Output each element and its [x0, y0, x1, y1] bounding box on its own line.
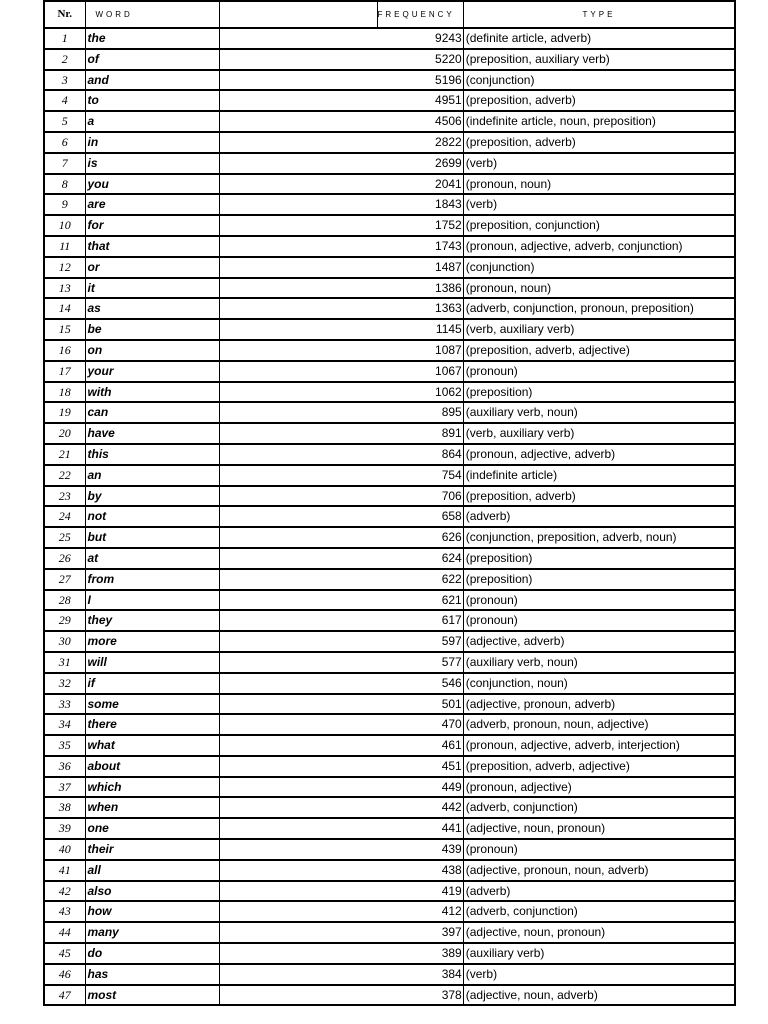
table-row [44, 590, 735, 611]
word-cell: there [85, 714, 219, 735]
word-cell: with [85, 382, 219, 403]
word-cell: some [85, 694, 219, 715]
type-cell: (conjunction) [463, 257, 735, 278]
frequency-cell: 864 [377, 444, 463, 465]
table-row [44, 881, 735, 902]
row-number: 40 [44, 839, 85, 860]
frequency-cell: 658 [377, 506, 463, 527]
row-number: 15 [44, 319, 85, 340]
type-cell: (pronoun, adjective, adverb, conjunction) [463, 236, 735, 257]
row-number: 3 [44, 70, 85, 91]
word-cell: from [85, 569, 219, 590]
blank-cell [219, 194, 377, 215]
row-number: 42 [44, 881, 85, 902]
blank-cell [219, 236, 377, 257]
frequency-cell: 546 [377, 673, 463, 694]
word-cell: your [85, 361, 219, 382]
type-cell: (adjective, pronoun, adverb) [463, 694, 735, 715]
frequency-cell: 439 [377, 839, 463, 860]
type-cell: (preposition, conjunction) [463, 215, 735, 236]
row-number: 27 [44, 569, 85, 590]
type-cell: (verb) [463, 194, 735, 215]
type-cell: (auxiliary verb) [463, 943, 735, 964]
frequency-cell: 4951 [377, 90, 463, 111]
frequency-cell: 754 [377, 465, 463, 486]
word-cell: on [85, 340, 219, 361]
word-cell: and [85, 70, 219, 91]
row-number: 26 [44, 548, 85, 569]
type-cell: (pronoun, adjective, adverb) [463, 444, 735, 465]
blank-cell [219, 756, 377, 777]
frequency-cell: 397 [377, 922, 463, 943]
table-row [44, 797, 735, 818]
frequency-cell: 1752 [377, 215, 463, 236]
frequency-cell: 438 [377, 860, 463, 881]
frequency-cell: 617 [377, 610, 463, 631]
type-cell: (pronoun, adjective, adverb, interjection) [463, 735, 735, 756]
table-row [44, 361, 735, 382]
type-cell: (indefinite article) [463, 465, 735, 486]
row-number: 37 [44, 777, 85, 798]
blank-cell [219, 797, 377, 818]
blank-cell [219, 943, 377, 964]
row-number: 30 [44, 631, 85, 652]
blank-cell [219, 673, 377, 694]
blank-cell [219, 735, 377, 756]
blank-cell [219, 153, 377, 174]
row-number: 34 [44, 714, 85, 735]
type-cell: (adjective, noun, pronoun) [463, 922, 735, 943]
word-cell: the [85, 28, 219, 49]
type-cell: (adverb, pronoun, noun, adjective) [463, 714, 735, 735]
type-cell: (verb, auxiliary verb) [463, 319, 735, 340]
row-number: 18 [44, 382, 85, 403]
frequency-cell: 5220 [377, 49, 463, 70]
frequency-cell: 389 [377, 943, 463, 964]
table-row [44, 402, 735, 423]
word-cell: but [85, 527, 219, 548]
frequency-cell: 577 [377, 652, 463, 673]
row-number: 33 [44, 694, 85, 715]
word-cell: can [85, 402, 219, 423]
type-cell: (verb, auxiliary verb) [463, 423, 735, 444]
word-cell: by [85, 486, 219, 507]
row-number: 7 [44, 153, 85, 174]
blank-cell [219, 382, 377, 403]
row-number: 4 [44, 90, 85, 111]
frequency-cell: 449 [377, 777, 463, 798]
word-cell: I [85, 590, 219, 611]
blank-cell [219, 881, 377, 902]
word-cell: of [85, 49, 219, 70]
row-number: 19 [44, 402, 85, 423]
blank-cell [219, 319, 377, 340]
row-number: 16 [44, 340, 85, 361]
word-cell: this [85, 444, 219, 465]
type-cell: (adjective, adverb) [463, 631, 735, 652]
type-cell: (conjunction, preposition, adverb, noun) [463, 527, 735, 548]
type-cell: (adverb) [463, 881, 735, 902]
row-number: 41 [44, 860, 85, 881]
word-cell: it [85, 278, 219, 299]
word-cell: that [85, 236, 219, 257]
frequency-cell: 2822 [377, 132, 463, 153]
blank-cell [219, 465, 377, 486]
type-cell: (adverb, conjunction) [463, 797, 735, 818]
row-number: 2 [44, 49, 85, 70]
blank-cell [219, 922, 377, 943]
table-row [44, 631, 735, 652]
type-cell: (pronoun) [463, 590, 735, 611]
word-cell: their [85, 839, 219, 860]
table-row [44, 777, 735, 798]
frequency-cell: 626 [377, 527, 463, 548]
word-cell: will [85, 652, 219, 673]
row-number: 20 [44, 423, 85, 444]
word-cell: not [85, 506, 219, 527]
type-cell: (pronoun, noun) [463, 278, 735, 299]
blank-cell [219, 111, 377, 132]
word-cell: an [85, 465, 219, 486]
row-number: 45 [44, 943, 85, 964]
type-cell: (adverb, conjunction, pronoun, preposition) [463, 298, 735, 319]
type-cell: (verb) [463, 153, 735, 174]
row-number: 1 [44, 28, 85, 49]
row-number: 24 [44, 506, 85, 527]
type-cell: (auxiliary verb, noun) [463, 402, 735, 423]
row-number: 29 [44, 610, 85, 631]
row-number: 32 [44, 673, 85, 694]
table-row [44, 714, 735, 735]
table-row [44, 652, 735, 673]
frequency-cell: 1087 [377, 340, 463, 361]
type-cell: (auxiliary verb, noun) [463, 652, 735, 673]
frequency-cell: 1067 [377, 361, 463, 382]
blank-cell [219, 610, 377, 631]
blank-cell [219, 402, 377, 423]
blank-cell [219, 901, 377, 922]
header-word: WORD [85, 1, 219, 28]
row-number: 31 [44, 652, 85, 673]
table-row [44, 319, 735, 340]
table-row [44, 694, 735, 715]
table-body [44, 28, 735, 1005]
table-row [44, 174, 735, 195]
word-cell: they [85, 610, 219, 631]
frequency-cell: 5196 [377, 70, 463, 91]
row-number: 43 [44, 901, 85, 922]
frequency-cell: 622 [377, 569, 463, 590]
blank-cell [219, 694, 377, 715]
type-cell: (preposition, adverb, adjective) [463, 756, 735, 777]
blank-cell [219, 590, 377, 611]
table-row [44, 257, 735, 278]
table-row [44, 340, 735, 361]
word-cell: has [85, 964, 219, 985]
blank-cell [219, 28, 377, 49]
table-row [44, 153, 735, 174]
word-cell: at [85, 548, 219, 569]
frequency-cell: 2041 [377, 174, 463, 195]
frequency-cell: 9243 [377, 28, 463, 49]
type-cell: (preposition, adverb) [463, 486, 735, 507]
table-row [44, 90, 735, 111]
table-row [44, 506, 735, 527]
row-number: 23 [44, 486, 85, 507]
blank-cell [219, 340, 377, 361]
row-number: 11 [44, 236, 85, 257]
blank-cell [219, 444, 377, 465]
table-row [44, 215, 735, 236]
word-cell: for [85, 215, 219, 236]
table-row [44, 569, 735, 590]
word-cell: when [85, 797, 219, 818]
row-number: 22 [44, 465, 85, 486]
blank-cell [219, 49, 377, 70]
word-cell: have [85, 423, 219, 444]
blank-cell [219, 777, 377, 798]
frequency-cell: 1062 [377, 382, 463, 403]
blank-cell [219, 964, 377, 985]
type-cell: (pronoun) [463, 361, 735, 382]
word-cell: as [85, 298, 219, 319]
table-row [44, 444, 735, 465]
blank-cell [219, 860, 377, 881]
table-row [44, 423, 735, 444]
frequency-cell: 441 [377, 818, 463, 839]
row-number: 21 [44, 444, 85, 465]
type-cell: (preposition, adverb) [463, 90, 735, 111]
blank-cell [219, 361, 377, 382]
table-row [44, 860, 735, 881]
word-cell: are [85, 194, 219, 215]
type-cell: (preposition, adverb) [463, 132, 735, 153]
word-cell: to [85, 90, 219, 111]
header-frequency: FREQUENCY [377, 1, 463, 28]
blank-cell [219, 631, 377, 652]
blank-cell [219, 70, 377, 91]
row-number: 12 [44, 257, 85, 278]
blank-cell [219, 90, 377, 111]
table-row [44, 756, 735, 777]
table-row [44, 486, 735, 507]
row-number: 25 [44, 527, 85, 548]
word-cell: in [85, 132, 219, 153]
header-blank [219, 1, 377, 28]
type-cell: (pronoun, noun) [463, 174, 735, 195]
type-cell: (adjective, noun, adverb) [463, 985, 735, 1006]
table-row [44, 735, 735, 756]
frequency-cell: 384 [377, 964, 463, 985]
word-cell: about [85, 756, 219, 777]
frequency-cell: 1743 [377, 236, 463, 257]
blank-cell [219, 569, 377, 590]
frequency-cell: 4506 [377, 111, 463, 132]
blank-cell [219, 527, 377, 548]
type-cell: (preposition) [463, 382, 735, 403]
table-row [44, 278, 735, 299]
type-cell: (preposition) [463, 548, 735, 569]
table-row [44, 111, 735, 132]
table-row [44, 964, 735, 985]
header-type: TYPE [463, 1, 735, 28]
row-number: 28 [44, 590, 85, 611]
word-cell: all [85, 860, 219, 881]
type-cell: (adverb, conjunction) [463, 901, 735, 922]
table-row [44, 382, 735, 403]
word-cell: how [85, 901, 219, 922]
table-row [44, 901, 735, 922]
type-cell: (pronoun) [463, 839, 735, 860]
table-row [44, 49, 735, 70]
frequency-cell: 597 [377, 631, 463, 652]
row-number: 13 [44, 278, 85, 299]
table-row [44, 132, 735, 153]
row-number: 46 [44, 964, 85, 985]
word-cell: be [85, 319, 219, 340]
table-row [44, 673, 735, 694]
blank-cell [219, 652, 377, 673]
type-cell: (preposition, adverb, adjective) [463, 340, 735, 361]
frequency-cell: 470 [377, 714, 463, 735]
blank-cell [219, 257, 377, 278]
row-number: 47 [44, 985, 85, 1006]
blank-cell [219, 506, 377, 527]
type-cell: (pronoun, adjective) [463, 777, 735, 798]
table-row [44, 236, 735, 257]
type-cell: (preposition) [463, 569, 735, 590]
type-cell: (conjunction, noun) [463, 673, 735, 694]
table-row [44, 28, 735, 49]
frequency-cell: 895 [377, 402, 463, 423]
type-cell: (pronoun) [463, 610, 735, 631]
table-row [44, 943, 735, 964]
type-cell: (adjective, pronoun, noun, adverb) [463, 860, 735, 881]
blank-cell [219, 215, 377, 236]
header-nr: Nr. [44, 1, 85, 28]
type-cell: (indefinite article, noun, preposition) [463, 111, 735, 132]
table-row [44, 818, 735, 839]
word-cell: what [85, 735, 219, 756]
frequency-cell: 461 [377, 735, 463, 756]
row-number: 5 [44, 111, 85, 132]
type-cell: (adverb) [463, 506, 735, 527]
blank-cell [219, 174, 377, 195]
blank-cell [219, 985, 377, 1006]
frequency-cell: 1386 [377, 278, 463, 299]
table-row [44, 194, 735, 215]
header-row [44, 1, 735, 28]
word-cell: many [85, 922, 219, 943]
row-number: 44 [44, 922, 85, 943]
word-cell: more [85, 631, 219, 652]
row-number: 36 [44, 756, 85, 777]
word-cell: if [85, 673, 219, 694]
word-cell: a [85, 111, 219, 132]
word-cell: is [85, 153, 219, 174]
table-row [44, 70, 735, 91]
word-cell: one [85, 818, 219, 839]
frequency-cell: 378 [377, 985, 463, 1006]
blank-cell [219, 298, 377, 319]
frequency-cell: 706 [377, 486, 463, 507]
table-row [44, 548, 735, 569]
blank-cell [219, 548, 377, 569]
blank-cell [219, 278, 377, 299]
row-number: 9 [44, 194, 85, 215]
row-number: 6 [44, 132, 85, 153]
type-cell: (definite article, adverb) [463, 28, 735, 49]
frequency-cell: 624 [377, 548, 463, 569]
word-cell: or [85, 257, 219, 278]
table-row [44, 298, 735, 319]
table-row [44, 839, 735, 860]
row-number: 10 [44, 215, 85, 236]
blank-cell [219, 423, 377, 444]
row-number: 8 [44, 174, 85, 195]
blank-cell [219, 839, 377, 860]
type-cell: (conjunction) [463, 70, 735, 91]
table-row [44, 985, 735, 1006]
frequency-cell: 412 [377, 901, 463, 922]
type-cell: (preposition, auxiliary verb) [463, 49, 735, 70]
word-frequency-table [43, 0, 736, 1006]
table-row [44, 922, 735, 943]
blank-cell [219, 818, 377, 839]
blank-cell [219, 714, 377, 735]
frequency-cell: 419 [377, 881, 463, 902]
frequency-cell: 1145 [377, 319, 463, 340]
frequency-cell: 1843 [377, 194, 463, 215]
type-cell: (adjective, noun, pronoun) [463, 818, 735, 839]
frequency-cell: 501 [377, 694, 463, 715]
blank-cell [219, 132, 377, 153]
type-cell: (verb) [463, 964, 735, 985]
row-number: 39 [44, 818, 85, 839]
frequency-cell: 2699 [377, 153, 463, 174]
row-number: 35 [44, 735, 85, 756]
word-cell: most [85, 985, 219, 1006]
table-row [44, 527, 735, 548]
frequency-cell: 621 [377, 590, 463, 611]
row-number: 38 [44, 797, 85, 818]
frequency-cell: 451 [377, 756, 463, 777]
word-cell: which [85, 777, 219, 798]
row-number: 14 [44, 298, 85, 319]
frequency-cell: 891 [377, 423, 463, 444]
frequency-cell: 1487 [377, 257, 463, 278]
blank-cell [219, 486, 377, 507]
word-cell: also [85, 881, 219, 902]
frequency-cell: 1363 [377, 298, 463, 319]
word-cell: do [85, 943, 219, 964]
table-row [44, 610, 735, 631]
word-cell: you [85, 174, 219, 195]
row-number: 17 [44, 361, 85, 382]
frequency-cell: 442 [377, 797, 463, 818]
table-row [44, 465, 735, 486]
